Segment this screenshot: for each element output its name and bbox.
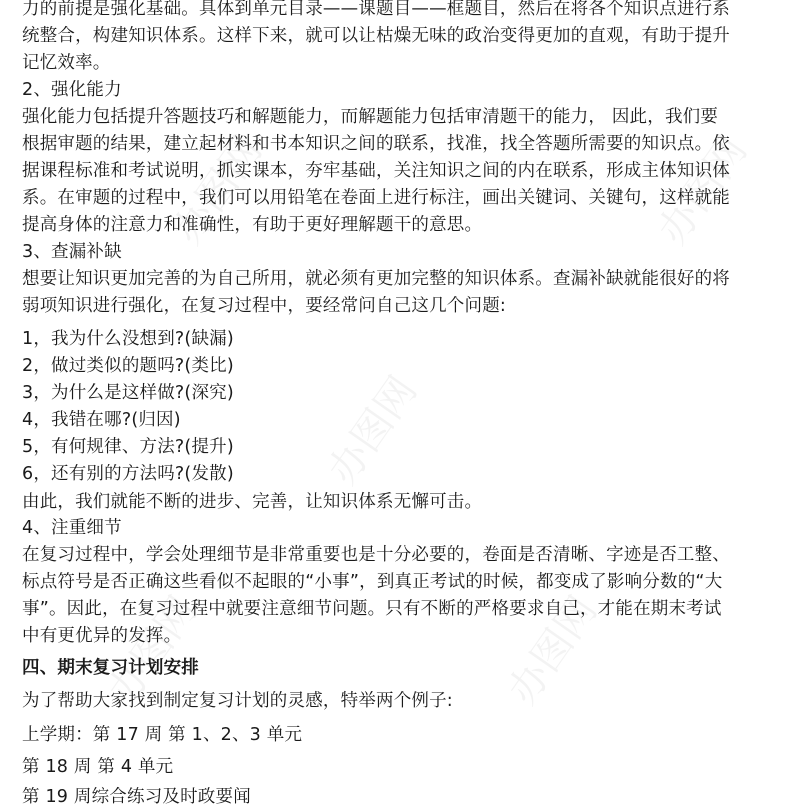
- schedule-line: 上学期：第 17 周 第 1、2、3 单元: [22, 725, 303, 745]
- paragraph-line: 事”。因此，在复习过程中就要注意细节问题。只有不断的严格要求自己，才能在期末考试: [22, 599, 722, 619]
- paragraph-line: 记忆效率。: [22, 53, 111, 73]
- paragraph-line: 提高身体的注意力和准确性，有助于更好理解题干的意思。: [22, 215, 483, 235]
- list-item: 5，有何规律、方法?(提升): [22, 437, 234, 457]
- paragraph-line: 中有更优异的发挥。: [22, 626, 182, 646]
- chapter-heading: 四、期末复习计划安排: [22, 658, 199, 678]
- schedule-line: 第 18 周 第 4 单元: [22, 757, 174, 777]
- schedule-line: 第 19 周综合练习及时政要闻: [22, 787, 251, 807]
- paragraph-line: 为了帮助大家找到制定复习计划的灵感，特举两个例子:: [22, 691, 453, 711]
- list-item: 1，我为什么没想到?(缺漏): [22, 329, 234, 349]
- paragraph-line: 标点符号是否正确这些看似不起眼的“小事”，到真正考试的时候，都变成了影响分数的“大: [22, 572, 723, 592]
- paragraph-line: 根据审题的结果，建立起材料和书本知识之间的联系，找准，找全答题所需要的知识点。依: [22, 134, 730, 154]
- paragraph-line: 强化能力包括提升答题技巧和解题能力，而解题能力包括审清题干的能力， 因此，我们要: [22, 107, 719, 127]
- paragraph-line: 系。在审题的过程中，我们可以用铅笔在卷面上进行标注，画出关键词、关键句，这样就能: [22, 188, 730, 208]
- paragraph-line: 在复习过程中，学会处理细节是非常重要也是十分必要的，卷面是否清晰、字迹是否工整、: [22, 545, 730, 565]
- section-heading-2: 2、强化能力: [22, 80, 122, 100]
- paragraph-line: 据课程标准和考试说明，抓实课本，夯牢基础，关注知识之间的内在联系，形成主体知识体: [22, 161, 730, 181]
- paragraph-line: 统整合，构建知识体系。这样下来，就可以让枯燥无味的政治变得更加的直观，有助于提升: [22, 26, 730, 46]
- paragraph-line: 力的前提是强化基础。具体到单元目录——课题目——框题目，然后在将各个知识点进行系: [22, 0, 730, 19]
- paragraph-line: 想要让知识更加完善的为自己所用，就必须有更加完整的知识体系。查漏补缺就能很好的将: [22, 269, 730, 289]
- section-heading-3: 3、查漏补缺: [22, 242, 122, 262]
- list-item: 3，为什么是这样做?(深究): [22, 383, 234, 403]
- paragraph-line: 由此，我们就能不断的进步、完善，让知识体系无懈可击。: [22, 492, 483, 512]
- list-item: 2，做过类似的题吗?(类比): [22, 356, 234, 376]
- watermark: [312, 363, 428, 494]
- list-item: 6，还有别的方法吗?(发散): [22, 464, 234, 484]
- list-item: 4，我错在哪?(归因): [22, 410, 181, 430]
- paragraph-line: 弱项知识进行强化，在复习过程中，要经常问自己这几个问题:: [22, 296, 506, 316]
- section-heading-4: 4、注重细节: [22, 518, 122, 538]
